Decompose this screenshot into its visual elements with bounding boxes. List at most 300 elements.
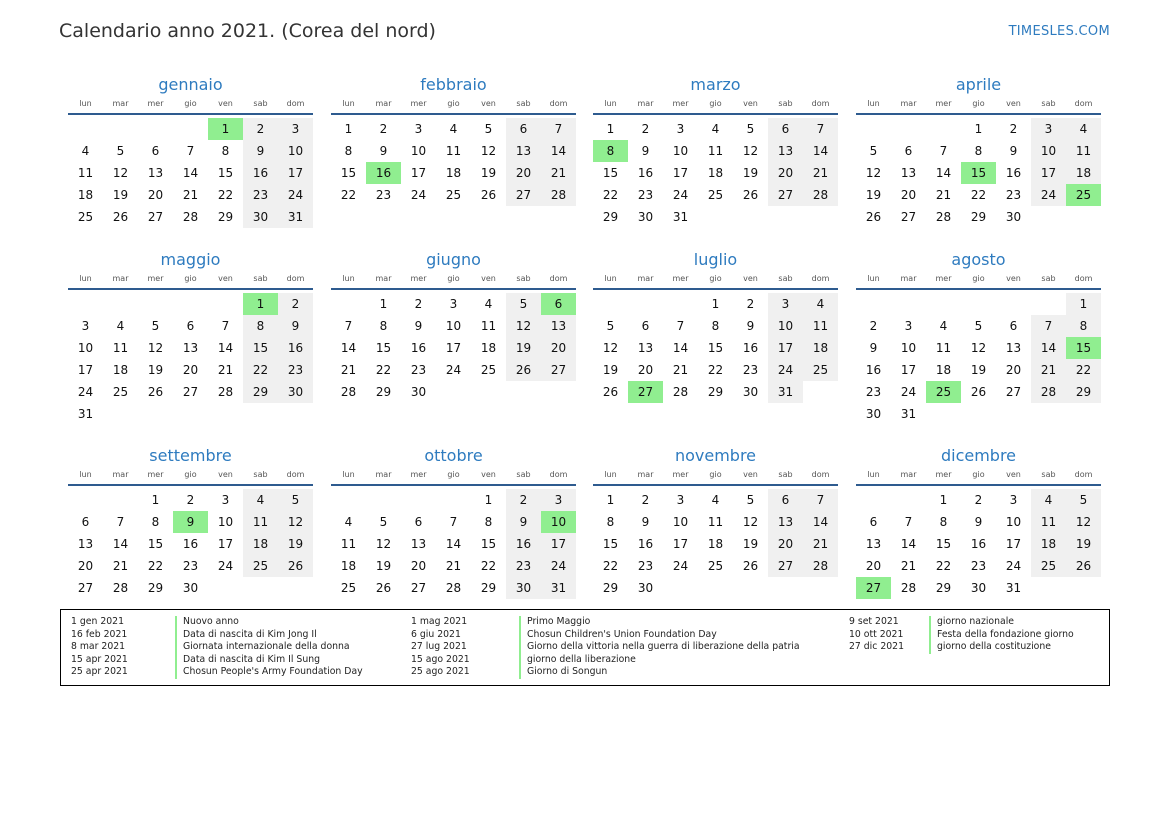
day-cell: 17 (217, 537, 234, 551)
day-cell: 22 (147, 559, 164, 573)
day-cell: 16 (865, 363, 882, 377)
day-cell: 7 (1031, 315, 1066, 337)
day-cell: 2 (186, 493, 195, 507)
header-rule (593, 288, 838, 290)
week-row (856, 140, 1101, 162)
day-cell: 18 (1031, 533, 1066, 555)
day-cell: 29 (375, 385, 392, 399)
day-cell: 3 (676, 493, 685, 507)
day-cell: 16 (970, 537, 987, 551)
day-cell: 3 (1031, 118, 1066, 140)
day-cell: 8 (1066, 315, 1101, 337)
day-cell: 30 (506, 577, 541, 599)
week-row (331, 577, 576, 599)
weekday-label: mar (900, 470, 917, 479)
weekday-label: sab (1041, 274, 1056, 283)
day-cell: 25 (340, 581, 357, 595)
day-cell: 18 (707, 166, 724, 180)
weekday-header (856, 468, 1101, 482)
empty-cell (173, 293, 208, 315)
day-cell: 13 (1005, 341, 1022, 355)
day-cell: 24 (77, 385, 94, 399)
day-cell: 1 (484, 493, 493, 507)
day-cell: 8 (974, 144, 983, 158)
weekday-label: gio (972, 274, 985, 283)
day-cell: 4 (344, 515, 353, 529)
day-cell: 23 (182, 559, 199, 573)
legend-column (849, 616, 1074, 654)
day-cell: 13 (637, 341, 654, 355)
day-cell: 17 (541, 533, 576, 555)
day-cell: 17 (278, 162, 313, 184)
day-cell: 28 (340, 385, 357, 399)
weekday-header (593, 272, 838, 286)
legend-row (71, 641, 363, 654)
weekday-header (331, 272, 576, 286)
weekday-label: lun (867, 99, 880, 108)
day-cell: 30 (278, 381, 313, 403)
weekday-header (593, 97, 838, 111)
empty-cell (1031, 293, 1066, 315)
day-cell: 5 (116, 144, 125, 158)
empty-cell (541, 381, 576, 403)
weekday-label: ven (743, 470, 758, 479)
day-cell: 7 (116, 515, 125, 529)
day-cell: 28 (935, 210, 952, 224)
month-dicembre (856, 445, 1101, 599)
empty-cell (628, 293, 663, 315)
empty-cell (733, 577, 768, 599)
day-cell: 5 (379, 515, 388, 529)
day-cell: 24 (445, 363, 462, 377)
day-cell: 15 (602, 537, 619, 551)
day-cell: 14 (803, 511, 838, 533)
day-cell: 10 (278, 140, 313, 162)
weekday-label: sab (516, 470, 531, 479)
weekday-label: ven (481, 274, 496, 283)
day-cell: 17 (672, 166, 689, 180)
day-cell: 2 (414, 297, 423, 311)
weekday-label: ven (218, 99, 233, 108)
day-cell: 9 (974, 515, 983, 529)
day-cell: 7 (541, 118, 576, 140)
day-cell: 12 (506, 315, 541, 337)
holiday-name: Festa della fondazione giorno (929, 629, 1074, 642)
day-cell: 25 (112, 385, 129, 399)
weekday-label: mar (375, 99, 392, 108)
weekday-label: lun (604, 99, 617, 108)
empty-cell (366, 489, 401, 511)
day-cell: 15 (707, 341, 724, 355)
holiday-name: Giornata internazionale della donna (175, 641, 350, 654)
day-cell: 20 (541, 337, 576, 359)
weekday-label: ven (743, 274, 758, 283)
day-cell: 22 (243, 359, 278, 381)
day-cell: 29 (602, 210, 619, 224)
holiday-date: 16 feb 2021 (71, 628, 128, 640)
day-cell: 1 (1066, 293, 1101, 315)
weekday-label: dom (286, 470, 305, 479)
day-cell: 8 (221, 144, 230, 158)
holiday-name: Data di nascita di Kim Jong Il (175, 629, 317, 642)
day-cell: 25 (803, 359, 838, 381)
empty-cell (173, 118, 208, 140)
day-cell: 16 (410, 341, 427, 355)
holiday-name: giorno nazionale (929, 616, 1014, 629)
day-cell: 20 (768, 533, 803, 555)
day-cell: 31 (278, 206, 313, 228)
day-cell: 16 (637, 166, 654, 180)
legend-row (411, 616, 800, 629)
day-cell: 5 (484, 122, 493, 136)
week-row (856, 118, 1101, 140)
empty-cell (1031, 206, 1066, 228)
day-cell: 22 (602, 188, 619, 202)
day-cell: 28 (900, 581, 917, 595)
day-cell: 29 (602, 581, 619, 595)
day-cell: 16 (1005, 166, 1022, 180)
day-cell: 22 (217, 188, 234, 202)
header-rule (593, 113, 838, 115)
day-cell: 1 (939, 493, 948, 507)
day-cell: 4 (484, 297, 493, 311)
weekday-label: gio (709, 274, 722, 283)
day-cell: 25 (707, 188, 724, 202)
weekday-label: dom (286, 274, 305, 283)
day-cell: 15 (480, 537, 497, 551)
day-cell: 23 (506, 555, 541, 577)
holiday-name: Nuovo anno (175, 616, 239, 629)
day-cell: 14 (1031, 337, 1066, 359)
weekday-label: gio (447, 470, 460, 479)
week-row (856, 359, 1101, 381)
weekday-label: dom (1074, 470, 1093, 479)
day-cell: 3 (221, 493, 230, 507)
day-cell: 10 (1031, 140, 1066, 162)
day-cell: 1 (344, 122, 353, 136)
day-cell: 29 (935, 581, 952, 595)
day-cell: 25 (77, 210, 94, 224)
day-cell: 23 (970, 559, 987, 573)
week-row (856, 381, 1101, 403)
day-cell: 14 (541, 140, 576, 162)
day-cell: 26 (865, 210, 882, 224)
day-cell: 4 (449, 122, 458, 136)
day-cell: 21 (900, 559, 917, 573)
day-cell: 19 (1066, 533, 1101, 555)
day-cell: 12 (970, 341, 987, 355)
day-cell: 14 (672, 341, 689, 355)
weekday-label: mer (935, 274, 952, 283)
empty-cell (138, 293, 173, 315)
header-rule (68, 288, 313, 290)
week-row (68, 206, 313, 228)
day-cell: 6 (904, 144, 913, 158)
weekday-label: dom (286, 99, 305, 108)
day-cell: 4 (803, 293, 838, 315)
day-cell: 11 (707, 144, 724, 158)
month-name: luglio (693, 250, 738, 269)
legend-column (71, 616, 363, 679)
day-cell: 2 (746, 297, 755, 311)
empty-cell (803, 577, 838, 599)
day-cell: 10 (77, 341, 94, 355)
day-cell: 24 (1031, 184, 1066, 206)
day-cell: 12 (1066, 511, 1101, 533)
holiday-name: Data di nascita di Kim Il Sung (175, 654, 320, 667)
empty-cell (103, 403, 138, 425)
week-row (331, 118, 576, 140)
weekday-label: ven (481, 99, 496, 108)
weekday-label: mar (375, 470, 392, 479)
day-cell: 30 (742, 385, 759, 399)
weekday-label: lun (79, 274, 92, 283)
site-link[interactable]: TIMESLES.COM (1008, 24, 1110, 39)
day-cell: 12 (278, 511, 313, 533)
day-cell: 11 (112, 341, 129, 355)
day-cell: 15 (375, 341, 392, 355)
empty-cell (278, 577, 313, 599)
day-cell: 22 (707, 363, 724, 377)
holiday-legend (60, 609, 1110, 686)
legend-row (411, 654, 800, 667)
day-cell: 30 (182, 581, 199, 595)
empty-cell (768, 206, 803, 228)
month-name: agosto (951, 250, 1006, 269)
day-cell: 8 (344, 144, 353, 158)
holiday-name: Chosun Children's Union Foundation Day (519, 629, 717, 642)
weekday-label: lun (79, 470, 92, 479)
weekday-label: mer (147, 99, 164, 108)
week-row (68, 140, 313, 162)
day-cell: 23 (865, 385, 882, 399)
day-cell: 23 (375, 188, 392, 202)
weekday-header (331, 97, 576, 111)
holiday-date: 1 gen 2021 (71, 616, 124, 627)
week-row (856, 403, 1101, 425)
day-cell: 7 (904, 515, 913, 529)
day-cell: 19 (506, 337, 541, 359)
day-cell: 17 (672, 537, 689, 551)
day-cell: 28 (445, 581, 462, 595)
day-cell: 22 (935, 559, 952, 573)
day-cell: 3 (81, 319, 90, 333)
day-cell: 4 (1066, 118, 1101, 140)
day-cell: 9 (641, 144, 650, 158)
day-cell: 8 (606, 515, 615, 529)
day-cell: 6 (151, 144, 160, 158)
week-row (593, 140, 838, 162)
day-cell: 22 (480, 559, 497, 573)
weekday-label: mer (935, 99, 952, 108)
weekday-label: mar (637, 274, 654, 283)
week-row (593, 162, 838, 184)
day-cell: 28 (672, 385, 689, 399)
day-cell: 14 (900, 537, 917, 551)
weekday-label: mar (112, 274, 129, 283)
month-luglio (593, 249, 838, 403)
day-cell: 23 (410, 363, 427, 377)
month-settembre (68, 445, 313, 599)
month-agosto (856, 249, 1101, 425)
day-cell: 29 (970, 210, 987, 224)
holiday-date: 8 mar 2021 (71, 641, 126, 652)
day-cell: 18 (445, 166, 462, 180)
holiday-date: 15 apr 2021 (71, 653, 128, 665)
weekday-label: lun (342, 99, 355, 108)
day-cell: 7 (803, 489, 838, 511)
month-ottobre (331, 445, 576, 599)
month-giugno (331, 249, 576, 403)
day-cell: 15 (147, 537, 164, 551)
day-cell: 10 (217, 515, 234, 529)
weekday-label: mar (900, 274, 917, 283)
day-cell: 28 (803, 555, 838, 577)
day-cell: 1 (151, 493, 160, 507)
day-cell: 2 (379, 122, 388, 136)
day-cell: 4 (243, 489, 278, 511)
day-cell: 21 (935, 188, 952, 202)
day-cell: 7 (344, 319, 353, 333)
weekday-label: mar (112, 470, 129, 479)
day-cell: 28 (112, 581, 129, 595)
weekday-label: ven (1006, 274, 1021, 283)
day-cell: 14 (112, 537, 129, 551)
day-cell: 23 (243, 184, 278, 206)
day-cell: 11 (935, 341, 952, 355)
header-rule (331, 484, 576, 486)
weekday-label: mer (410, 470, 427, 479)
day-cell: 8 (593, 140, 628, 162)
week-row (593, 533, 838, 555)
day-cell: 26 (506, 359, 541, 381)
empty-cell (856, 293, 891, 315)
day-cell: 6 (414, 515, 423, 529)
day-cell: 19 (147, 363, 164, 377)
day-cell: 12 (147, 341, 164, 355)
weekday-label: mar (900, 99, 917, 108)
weekday-label: mer (147, 274, 164, 283)
day-cell: 15 (1066, 337, 1101, 359)
empty-cell (1031, 577, 1066, 599)
weekday-label: lun (342, 470, 355, 479)
day-cell: 18 (803, 337, 838, 359)
weekday-label: lun (79, 99, 92, 108)
weekday-header (68, 468, 313, 482)
week-row (331, 381, 576, 403)
empty-cell (733, 206, 768, 228)
day-cell: 29 (707, 385, 724, 399)
day-cell: 8 (711, 319, 720, 333)
day-cell: 10 (410, 144, 427, 158)
day-cell: 1 (243, 293, 278, 315)
holiday-date: 10 ott 2021 (849, 628, 904, 640)
day-cell: 2 (869, 319, 878, 333)
empty-cell (68, 293, 103, 315)
legend-column (411, 616, 800, 679)
weekday-header (856, 272, 1101, 286)
month-name: marzo (690, 75, 741, 94)
day-cell: 26 (375, 581, 392, 595)
day-cell: 30 (410, 385, 427, 399)
day-cell: 15 (217, 166, 234, 180)
weekday-label: dom (811, 274, 830, 283)
day-cell: 11 (1031, 511, 1066, 533)
weekday-label: gio (184, 99, 197, 108)
day-cell: 21 (182, 188, 199, 202)
day-cell: 24 (410, 188, 427, 202)
day-cell: 24 (541, 555, 576, 577)
day-cell: 30 (637, 210, 654, 224)
holiday-date: 25 ago 2021 (411, 666, 470, 677)
empty-cell (278, 403, 313, 425)
day-cell: 13 (768, 511, 803, 533)
day-cell: 3 (1009, 493, 1018, 507)
weekday-label: sab (1041, 470, 1056, 479)
day-cell: 9 (414, 319, 423, 333)
day-cell: 9 (278, 315, 313, 337)
day-cell: 18 (935, 363, 952, 377)
week-row (593, 118, 838, 140)
day-cell: 16 (637, 537, 654, 551)
day-cell: 26 (278, 555, 313, 577)
day-cell: 17 (1031, 162, 1066, 184)
day-cell: 30 (243, 206, 278, 228)
day-cell: 14 (217, 341, 234, 355)
empty-cell (891, 293, 926, 315)
day-cell: 18 (112, 363, 129, 377)
day-cell: 13 (147, 166, 164, 180)
week-row (331, 140, 576, 162)
empty-cell (103, 489, 138, 511)
day-cell: 14 (803, 140, 838, 162)
day-cell: 20 (147, 188, 164, 202)
day-cell: 5 (506, 293, 541, 315)
day-cell: 27 (541, 359, 576, 381)
day-cell: 12 (480, 144, 497, 158)
day-cell: 13 (182, 341, 199, 355)
week-row (593, 337, 838, 359)
day-cell: 24 (672, 559, 689, 573)
empty-cell (331, 489, 366, 511)
weekday-label: sab (778, 470, 793, 479)
day-cell: 29 (480, 581, 497, 595)
weekday-label: gio (447, 99, 460, 108)
header-rule (856, 113, 1101, 115)
day-cell: 20 (768, 162, 803, 184)
empty-cell (331, 293, 366, 315)
day-cell: 6 (186, 319, 195, 333)
day-cell: 3 (904, 319, 913, 333)
day-cell: 9 (506, 511, 541, 533)
day-cell: 7 (803, 118, 838, 140)
day-cell: 25 (243, 555, 278, 577)
holiday-name: Giorno della vittoria nella guerra di liberazione della patria (519, 641, 800, 654)
day-cell: 27 (768, 184, 803, 206)
day-cell: 7 (939, 144, 948, 158)
month-name: dicembre (940, 446, 1017, 465)
weekday-label: gio (709, 99, 722, 108)
empty-cell (961, 293, 996, 315)
day-cell: 9 (173, 511, 208, 533)
day-cell: 1 (974, 122, 983, 136)
empty-cell (663, 293, 698, 315)
weekday-label: mer (672, 274, 689, 283)
day-cell: 26 (742, 559, 759, 573)
weekday-label: gio (184, 274, 197, 283)
day-cell: 1 (711, 297, 720, 311)
day-cell: 5 (869, 144, 878, 158)
